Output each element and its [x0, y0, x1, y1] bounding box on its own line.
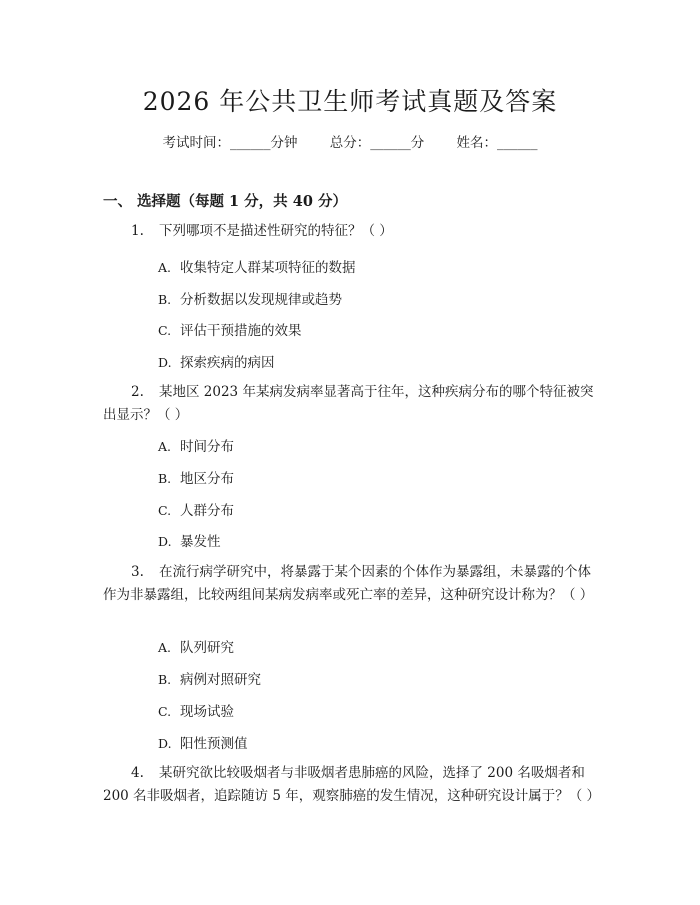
option-text: 探索疾病的病因 — [180, 355, 275, 371]
document-title: 2026 年公共卫生师考试真题及答案 — [142, 87, 558, 116]
question-text: 下列哪项不是描述性研究的特征？（ ） — [159, 223, 393, 239]
question-text: 某地区 2023 年某病发病率显著高于往年，这种疾病分布的哪个特征被突出显示？（ ） — [103, 384, 594, 423]
question-number: 3. — [131, 564, 144, 580]
section-title: 选择题（每题 1 分，共 40 分） — [137, 193, 347, 210]
question-3 — [103, 561, 600, 607]
section-heading — [103, 190, 347, 211]
option-text: 收集特定人群某项特征的数据 — [180, 260, 356, 276]
question-number: 2. — [131, 384, 144, 400]
option-text: 人群分布 — [180, 503, 234, 519]
question-2 — [103, 381, 600, 427]
exam-meta — [0, 131, 700, 151]
option-text: 地区分布 — [180, 471, 234, 487]
option-1a — [158, 256, 356, 276]
option-label: D. — [158, 736, 172, 751]
question-number: 1. — [131, 223, 144, 239]
option-text: 评估干预措施的效果 — [180, 323, 302, 339]
option-3c — [158, 700, 234, 720]
section-number: 一、 — [103, 193, 132, 210]
option-1b — [158, 288, 342, 308]
option-label: B. — [158, 471, 172, 486]
option-text: 分析数据以发现规律或趋势 — [180, 292, 342, 308]
option-text: 暴发性 — [180, 534, 221, 550]
question-1 — [103, 220, 600, 243]
option-3b — [158, 668, 261, 688]
option-text: 现场试验 — [180, 704, 234, 720]
option-label: D. — [158, 534, 172, 549]
option-3d — [158, 732, 248, 752]
option-label: B. — [158, 292, 172, 307]
name-field: 姓名：______ — [456, 135, 538, 151]
option-text: 队列研究 — [180, 640, 234, 656]
option-label: B. — [158, 672, 172, 687]
option-2c — [158, 499, 234, 519]
option-label: A. — [158, 439, 172, 454]
option-label: A. — [158, 260, 172, 275]
option-label: D. — [158, 355, 172, 370]
option-2b — [158, 467, 234, 487]
option-1d — [158, 351, 275, 371]
question-4 — [103, 762, 600, 808]
option-2d — [158, 530, 221, 550]
option-label: C. — [158, 503, 172, 518]
option-text: 阳性预测值 — [180, 736, 248, 752]
option-text: 病例对照研究 — [180, 672, 261, 688]
option-text: 时间分布 — [180, 439, 234, 455]
total-score-field: 总分：______分 — [329, 135, 425, 151]
option-label: C. — [158, 704, 172, 719]
exam-time-field: 考试时间：______分钟 — [162, 135, 298, 151]
option-label: C. — [158, 323, 172, 338]
option-2a — [158, 435, 234, 455]
question-text: 在流行病学研究中，将暴露于某个因素的个体作为暴露组，未暴露的个体作为非暴露组，比较两组间某病发病率或死亡率的差异，这种研究设计称为？（ ） — [103, 564, 594, 603]
question-text: 某研究欲比较吸烟者与非吸烟者患肺癌的风险，选择了 200 名吸烟者和 200 名非吸烟者，追踪随访 5 年，观察肺癌的发生情况，这种研究设计属于？（ ） — [103, 765, 601, 804]
option-label: A. — [158, 640, 172, 655]
option-1c — [158, 319, 302, 339]
question-number: 4. — [131, 765, 144, 781]
option-3a — [158, 636, 234, 656]
